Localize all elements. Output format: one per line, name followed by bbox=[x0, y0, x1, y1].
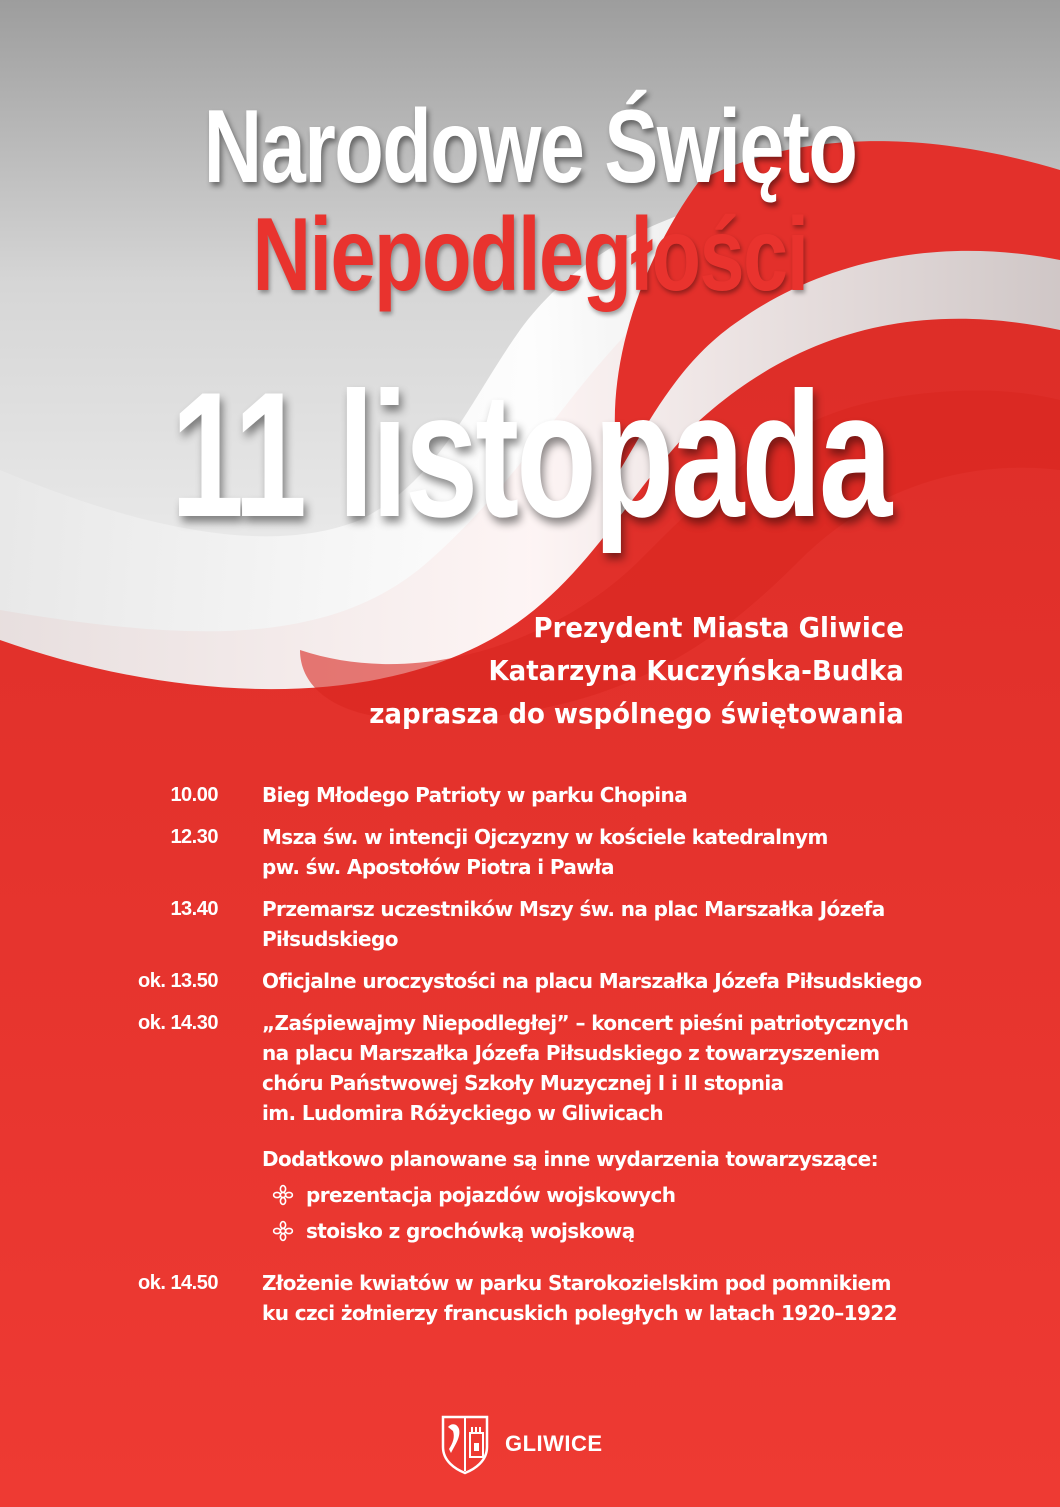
title-line-1: Narodowe Święto bbox=[203, 89, 857, 205]
flower-bullet-icon bbox=[272, 1184, 294, 1206]
additional-events bbox=[262, 1144, 1060, 1246]
event-time: ok. 14.50 bbox=[137, 1272, 218, 1294]
title-line-2: Niepodległości bbox=[252, 197, 808, 313]
event-time: 12.30 bbox=[170, 826, 218, 848]
schedule-row bbox=[0, 1008, 1060, 1246]
event-time: 10.00 bbox=[170, 784, 218, 806]
event-description: Przemarsz uczestników Mszy św. na plac Marszałka Józefa Piłsudskiego bbox=[262, 897, 885, 951]
schedule-row bbox=[0, 1268, 1060, 1328]
event-time: ok. 13.50 bbox=[137, 970, 218, 992]
event-description: „Zaśpiewajmy Niepodległej” – koncert pieśni patriotycznych na placu Marszałka Józefa Piłsudskiego z towarzyszeniem chóru Państwowej Szkoły Muzycznej I i II stopnia im. Ludomira Różyckiego w Gliwicach bbox=[262, 1011, 909, 1125]
flower-bullet-icon bbox=[272, 1220, 294, 1242]
event-time: 13.40 bbox=[170, 898, 218, 920]
additional-item: stoisko z grochówką wojskową bbox=[306, 1219, 635, 1243]
event-description: Złożenie kwiatów w parku Starokozielskim pod pomnikiem ku czci żołnierzy francuskich poległych w latach 1920–1922 bbox=[262, 1271, 897, 1325]
event-description: Oficjalne uroczystości na placu Marszałka Józefa Piłsudskiego bbox=[262, 969, 922, 993]
invitation-line-1: Prezydent Miasta Gliwice bbox=[533, 611, 904, 644]
schedule-row bbox=[0, 822, 1060, 882]
gliwice-logo bbox=[439, 1413, 603, 1475]
schedule-row bbox=[0, 780, 1060, 810]
gliwice-coat-of-arms-icon bbox=[439, 1413, 491, 1475]
list-item bbox=[262, 1216, 1060, 1246]
invitation-block bbox=[369, 606, 904, 735]
invitation-line-3: zaprasza do wspólnego świętowania bbox=[369, 697, 904, 730]
additional-item: prezentacja pojazdów wojskowych bbox=[306, 1183, 676, 1207]
schedule-row bbox=[0, 894, 1060, 954]
date-heading: 11 listopada bbox=[170, 355, 890, 554]
event-description: Msza św. w intencji Ojczyzny w kościele katedralnym pw. św. Apostołów Piotra i Pawła bbox=[262, 825, 828, 879]
city-name: GLIWICE bbox=[505, 1431, 603, 1456]
additional-heading: Dodatkowo planowane są inne wydarzenia towarzyszące: bbox=[262, 1147, 879, 1171]
event-description: Bieg Młodego Patrioty w parku Chopina bbox=[262, 783, 688, 807]
list-item bbox=[262, 1180, 1060, 1210]
schedule-row bbox=[0, 966, 1060, 996]
event-time: ok. 14.30 bbox=[137, 1012, 218, 1034]
invitation-line-2: Katarzyna Kuczyńska-Budka bbox=[488, 654, 904, 687]
event-schedule bbox=[0, 780, 1060, 1340]
